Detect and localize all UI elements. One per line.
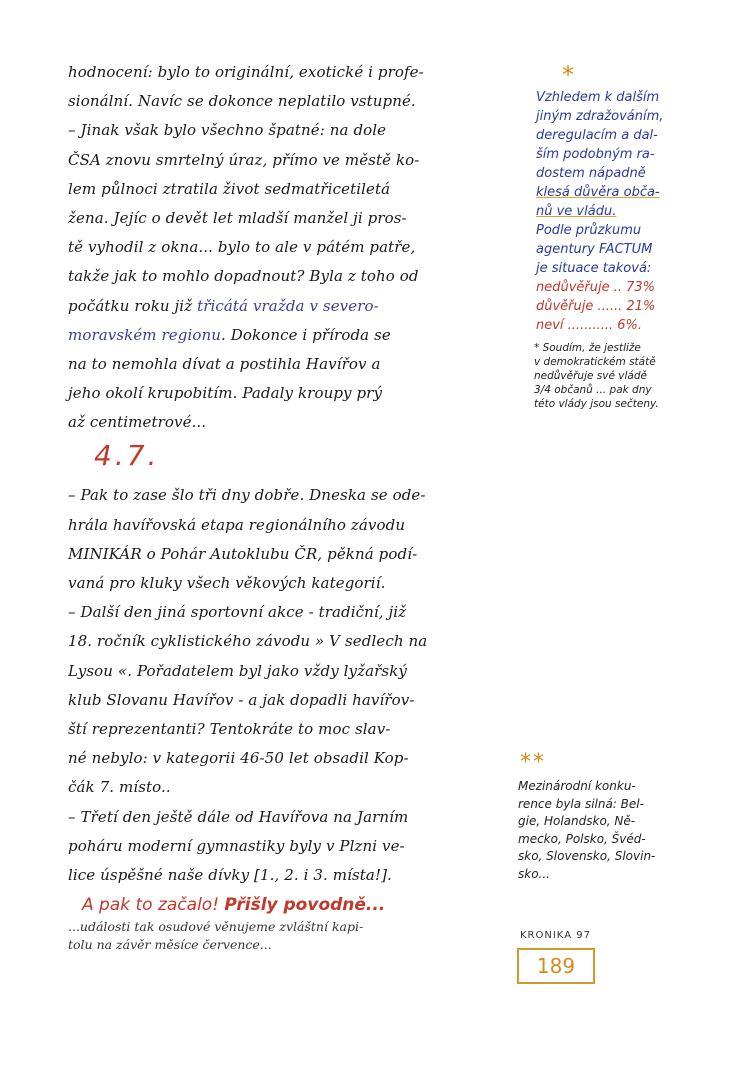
note-line: Mezinárodní konku- (518, 779, 636, 793)
text-fragment: . Dokonce i příroda se (221, 325, 391, 344)
small-text-line: ...události tak osudové věnujeme zvláštní kapi- (68, 919, 364, 935)
text-line (68, 292, 518, 321)
poll-line: důvěřuje ...... 21% (536, 299, 656, 314)
footnote-line: * Soudím, že jestliže (534, 342, 641, 354)
text-line: takže jak to mohlo dopadnout? Byla z toho od (68, 267, 419, 286)
note-line: je situace taková: (536, 261, 652, 276)
text-line (68, 321, 518, 350)
text-line: sionální. Navíc se dokonce neplatilo vstupné. (68, 92, 416, 111)
note-line: nů ve vládu. (536, 204, 617, 219)
note-line: gie, Holandsko, Ně- (518, 814, 636, 829)
main-text-column (68, 58, 518, 954)
text-line: ští reprezentanti? Tentokráte to moc slav- (68, 719, 391, 738)
text-line: klub Slovanu Havířov - a jak dopadli havířov- (68, 690, 415, 709)
text-line: na to nemohla dívat a postihla Havířov a (68, 354, 381, 373)
note-line: mecko, Polsko, Švéd- (518, 831, 646, 846)
note-line: sko, Slovensko, Slovin- (518, 849, 656, 864)
text-line: – Pak to zase šlo tři dny dobře. Dneska se ode- (68, 486, 426, 505)
note-line: deregulacím a dal- (536, 128, 658, 143)
note-line: rence byla silná: Bel- (518, 796, 644, 811)
text-line: né nebylo: v kategorii 46-50 let obsadil Kop- (68, 749, 409, 768)
text-line: lice úspěšné naše dívky [1., 2. i 3. místa!]. (68, 865, 392, 884)
poll-line: neví ........... 6%. (536, 318, 643, 333)
note-line: dostem nápadně (536, 166, 646, 181)
footnote-line: 3/4 občanů ... pak dny (534, 384, 652, 396)
asterisk-icon: * (562, 61, 574, 89)
text-line: čák 7. místo.. (68, 778, 171, 797)
highlighted-text: moravském regionu (68, 325, 221, 344)
side-note-1-body (530, 88, 720, 335)
footnote-line: nedůvěřuje své vládě (534, 370, 647, 382)
text-line: tě vyhodil z okna... bylo to ale v pátém patře, (68, 238, 416, 257)
note-line: Podle průzkumu (536, 223, 642, 238)
poll-line: nedůvěřuje .. 73% (536, 280, 656, 295)
text-fragment: počátku roku již (68, 296, 193, 315)
text-line: hrála havířovská etapa regionálního závodu (68, 515, 406, 534)
text-line: vaná pro kluky všech věkových kategorií. (68, 574, 386, 592)
text-line: – Další den jiná sportovní akce - tradiční, již (68, 603, 407, 622)
note-line: jiným zdražováním, (536, 109, 664, 124)
text-line: ČSA znovu smrtelný úraz, přímo ve městě ko- (68, 150, 420, 169)
text-line: – Třetí den ještě dále od Havířova na Jarním (68, 807, 409, 826)
text-line: lem půlnoci ztratila život sedmatřicetiletá (68, 179, 391, 198)
footnote-line: v demokratickém státě (534, 356, 656, 368)
chronicle-label: KRONIKA 97 (520, 930, 591, 941)
text-line: – Jinak však bylo všechno špatné: na dole (68, 121, 387, 140)
note-line: Vzhledem k dalším (536, 90, 660, 105)
text-line: MINIKÁR o Pohár Autoklubu ČR, pěkná podí- (68, 544, 418, 563)
side-note-1 (530, 61, 720, 411)
highlighted-text: třicátá vražda v severo- (197, 296, 379, 315)
text-line: žena. Jejíc o devět let mladší manžel ji pros- (68, 208, 407, 227)
text-line: Lysou «. Pořadatelem byl jako vždy lyžařský (68, 661, 407, 680)
text-line: až centimetrové... (68, 413, 207, 432)
small-text-line: tolu na závěr měsíce července... (68, 937, 272, 953)
text-line: poháru moderní gymnastiky byly v Plzni ve- (68, 836, 405, 855)
text-line: jeho okolí krupobitím. Padaly kroupy prý (68, 384, 383, 403)
flood-announcement (68, 890, 518, 918)
note-line: agentury FACTUM (536, 242, 653, 257)
note-line: sko... (518, 866, 550, 881)
note-line: klesá důvěra obča- (536, 185, 660, 200)
text-line: 18. ročník cyklistického závodu » V sedlech na (68, 632, 428, 651)
flood-announcement-b: Přišly povodně... (224, 895, 386, 916)
footnote (530, 341, 720, 411)
footnote-line: této vlády jsou sečteny. (534, 398, 659, 410)
note-line: ším podobným ra- (536, 147, 655, 162)
side-note-2 (518, 752, 718, 884)
text-line: hodnocení: bylo to originální, exotické i profe- (68, 63, 424, 81)
page-number: 189 (517, 948, 595, 984)
flood-announcement-a: A pak to začalo! (82, 895, 220, 916)
date-heading: 4.7. (94, 439, 160, 473)
double-asterisk-icon: ** (520, 750, 546, 775)
